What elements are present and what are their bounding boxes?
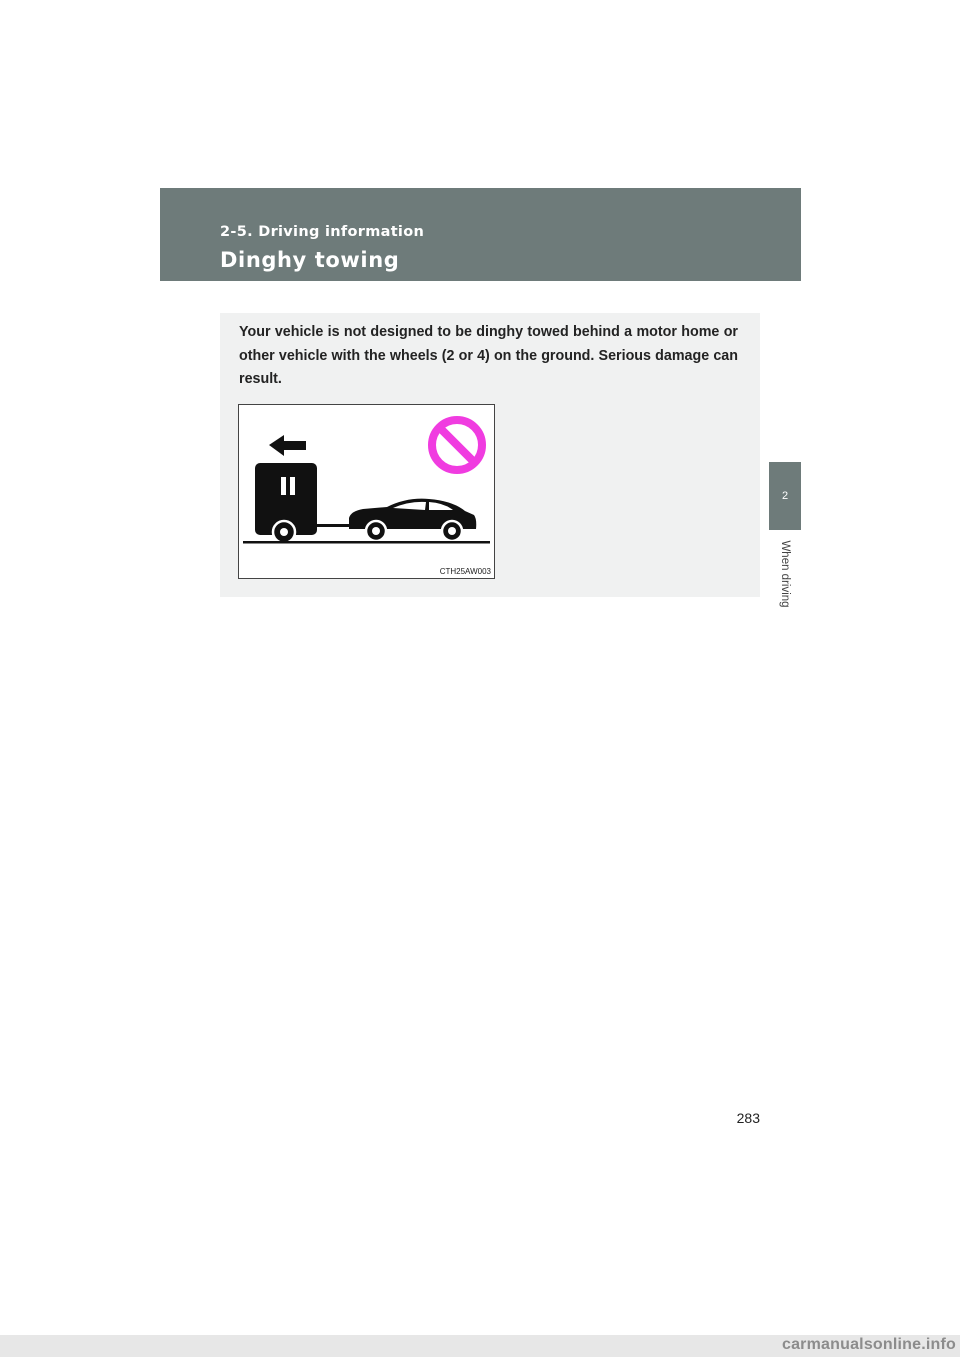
- prohibition-icon: [432, 420, 482, 470]
- chapter-tab[interactable]: [769, 462, 801, 530]
- notice-text: Your vehicle is not designed to be dinghy towed behind a motor home or other vehicle with the wheels (2 or 4) on the ground. Serious damage can result.: [239, 324, 738, 387]
- watermark-text[interactable]: carmanualsonline.info: [781, 1336, 956, 1353]
- tow-bar: [316, 524, 352, 527]
- section-header-band: [160, 188, 801, 281]
- towing-illustration: [238, 404, 495, 579]
- page-number: 283: [736, 1110, 760, 1126]
- chapter-tab-number: 2: [781, 490, 789, 502]
- figure-code: CTH25AW003: [439, 567, 491, 576]
- ground-line: [243, 541, 490, 544]
- chapter-tab-label: When driving: [779, 540, 791, 608]
- section-label: 2-5. Driving information: [220, 224, 425, 240]
- towing-illustration-graphic: [239, 405, 494, 578]
- notice-box: [220, 313, 760, 597]
- page-title: Dinghy towing: [220, 248, 400, 272]
- car-icon: [349, 499, 476, 541]
- watermark-band: [0, 1335, 960, 1357]
- arrow-left-icon: [269, 435, 306, 456]
- trailer-icon: [255, 463, 317, 543]
